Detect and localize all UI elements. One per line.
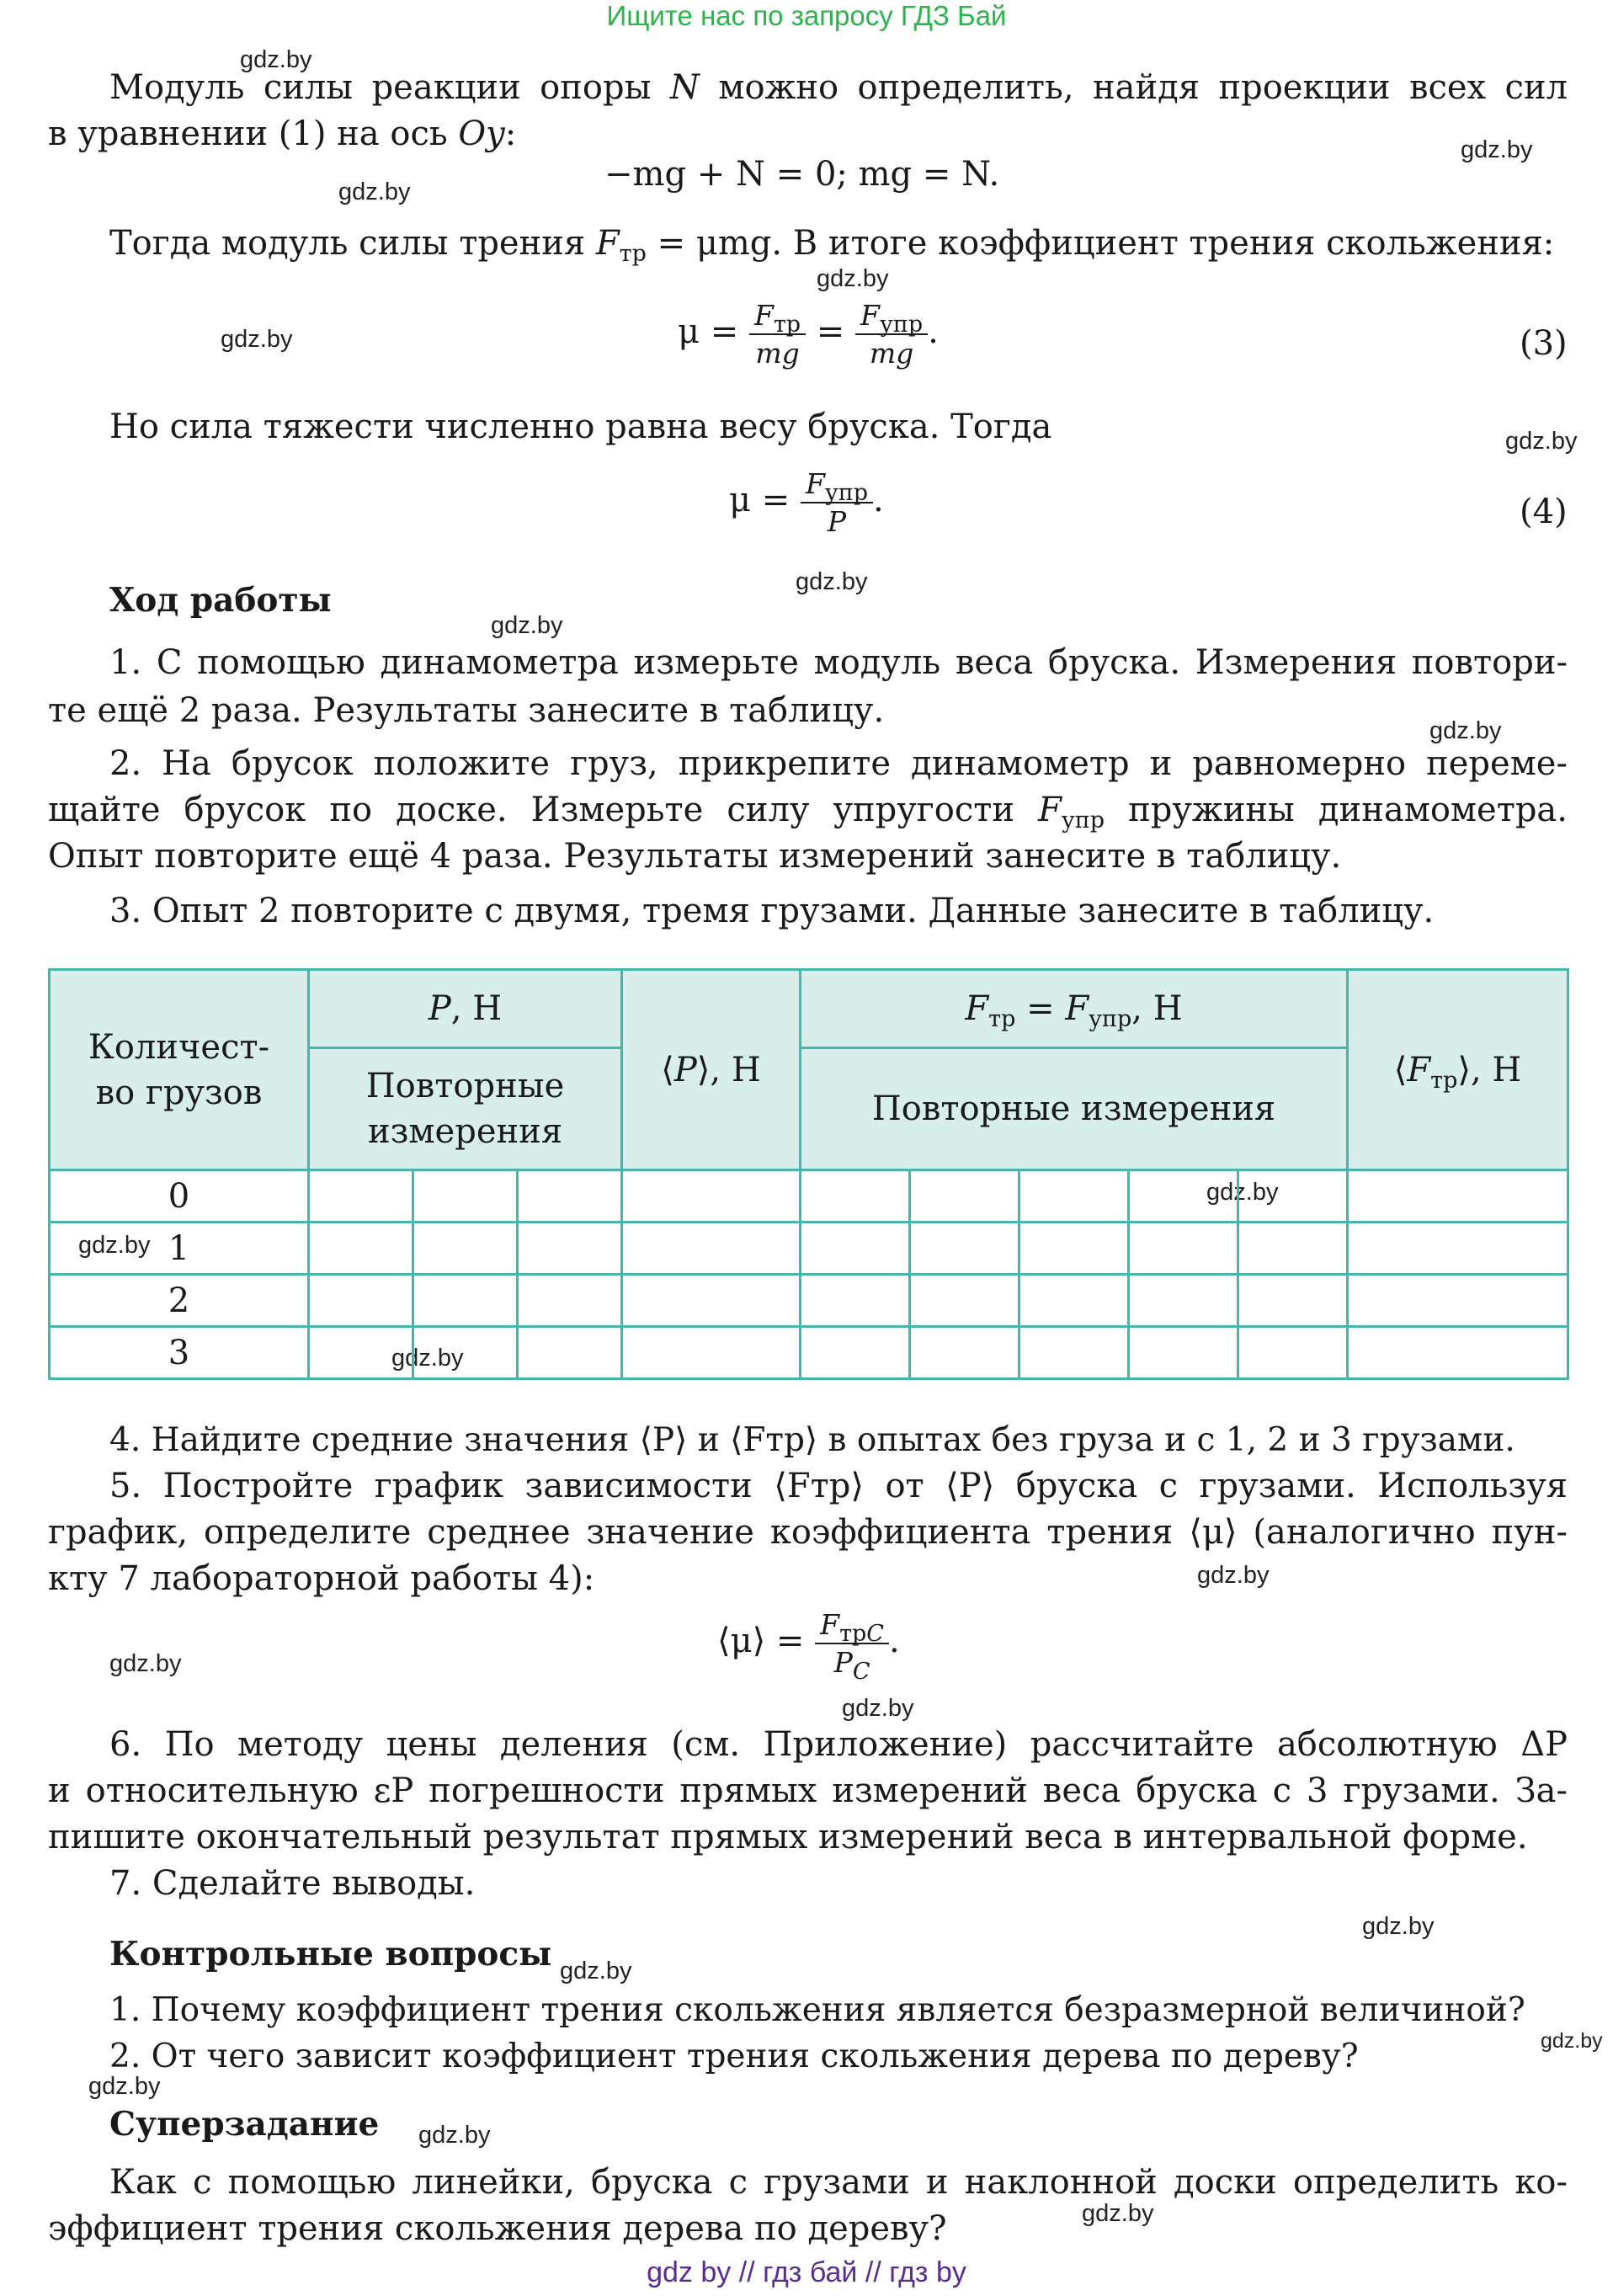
step-1-cont: те ещё 2 раза. Результаты занесите в таблицу. <box>48 691 885 730</box>
watermark: gdz.by <box>78 1232 151 1259</box>
row-label: 1 <box>50 1223 309 1275</box>
header-friction-average: $⟨F_{тр}⟩$, Н <box>1348 970 1568 1170</box>
step-6-cont: пишите окончательный результат прямых измерений веса в интервальной форме. <box>48 1818 1528 1857</box>
header-weight-repeated: Повторные измерения <box>309 1048 622 1170</box>
step-6: 6. По методу цены деления (см. Приложение) рассчитайте абсолютную ΔP <box>109 1725 1568 1764</box>
watermark: gdz.by <box>1461 136 1533 163</box>
section-heading: Ход работы <box>109 581 332 620</box>
empty-cell <box>1129 1327 1238 1379</box>
step-2-cont: щайте брусок по доске. Измерьте силу упругости $F_{упр}$ пружины динамометра. <box>48 791 1568 834</box>
empty-cell <box>1129 1170 1238 1223</box>
step-4: 4. Найдите средние значения ⟨P⟩ и ⟨Fтр⟩ в опытах без груза и с 1, 2 и 3 грузами. <box>109 1421 1515 1459</box>
watermark: gdz.by <box>1505 428 1578 455</box>
watermark: gdz.by <box>418 2122 491 2149</box>
empty-cell <box>910 1275 1019 1327</box>
watermark: gdz.by <box>796 568 868 595</box>
step-5-cont: кту 7 лабораторной работы 4): <box>48 1559 595 1598</box>
footer-text: gdz by // гдз бай // гдз by <box>647 2256 966 2288</box>
empty-cell <box>1238 1275 1348 1327</box>
header-count: Количест- во грузов <box>50 970 309 1170</box>
empty-cell <box>1348 1275 1568 1327</box>
empty-cell <box>1129 1275 1238 1327</box>
question-1: 1. Почему коэффициент трения скольжения является безразмерной величиной? <box>109 1991 1525 2029</box>
empty-cell <box>309 1223 413 1275</box>
watermark: gdz.by <box>240 46 312 73</box>
watermark: gdz.by <box>1206 1179 1279 1206</box>
empty-cell <box>622 1275 801 1327</box>
empty-cell <box>622 1170 801 1223</box>
equation-3: μ = $\frac{F_{тр}}{mg}$ = $\frac{F_{упр}}{mg}$ . <box>678 299 939 370</box>
empty-cell <box>622 1327 801 1379</box>
step-1: 1. С помощью динамометра измерьте модуль веса бруска. Измерения повтори- <box>109 643 1568 682</box>
step-2-cont: Опыт повторите ещё 4 раза. Результаты измерений занесите в таблицу. <box>48 837 1342 876</box>
empty-cell <box>1348 1223 1568 1275</box>
empty-cell <box>1129 1223 1238 1275</box>
watermark: gdz.by <box>88 2073 161 2100</box>
empty-cell <box>1019 1327 1129 1379</box>
header-friction: $F_{тр} = F_{упр}$, Н <box>801 970 1348 1048</box>
empty-cell <box>413 1327 518 1379</box>
equation-1: −mg + N = 0; mg = N. <box>604 155 1000 194</box>
watermark: gdz.by <box>221 326 293 353</box>
step-5-cont: график, определите среднее значение коэффициента трения ⟨μ⟩ (аналогично пун- <box>48 1513 1568 1552</box>
measurement-table <box>48 968 1569 1380</box>
row-label: 0 <box>50 1170 309 1223</box>
empty-cell <box>518 1223 622 1275</box>
watermark: gdz.by <box>338 178 411 205</box>
empty-cell <box>1348 1327 1568 1379</box>
search-banner: Ищите нас по запросу ГДЗ Бай <box>606 0 1007 31</box>
row-label: 2 <box>50 1275 309 1327</box>
empty-cell <box>1238 1223 1348 1275</box>
empty-cell <box>910 1327 1019 1379</box>
watermark: gdz.by <box>391 1345 464 1372</box>
question-2: 2. От чего зависит коэффициент трения скольжения дерева по дереву? <box>109 2038 1359 2075</box>
header-friction-repeated: Повторные измерения <box>801 1048 1348 1170</box>
empty-cell <box>1348 1170 1568 1223</box>
empty-cell <box>309 1327 413 1379</box>
step-6-cont: и относительную εP погрешности прямых измерений веса бруска с 3 грузами. За- <box>48 1771 1568 1810</box>
empty-cell <box>413 1223 518 1275</box>
equation-4: μ = $\frac{F_{упр}}{P}$ . <box>729 467 884 538</box>
empty-cell <box>801 1223 910 1275</box>
empty-cell <box>309 1275 413 1327</box>
empty-cell <box>1019 1275 1129 1327</box>
row-label: 3 <box>50 1327 309 1379</box>
empty-cell <box>413 1170 518 1223</box>
watermark: gdz.by <box>1429 717 1502 744</box>
watermark: gdz.by <box>560 1958 632 1984</box>
empty-cell <box>413 1275 518 1327</box>
empty-cell <box>518 1275 622 1327</box>
empty-cell <box>518 1327 622 1379</box>
empty-cell <box>910 1170 1019 1223</box>
empty-cell <box>1019 1223 1129 1275</box>
watermark: gdz.by <box>1082 2200 1154 2227</box>
header-weight: P, Н <box>309 970 622 1048</box>
watermark: gdz.by <box>109 1650 182 1677</box>
empty-cell <box>622 1223 801 1275</box>
step-3: 3. Опыт 2 повторите с двумя, тремя грузами. Данные занесите в таблицу. <box>109 892 1435 930</box>
empty-cell <box>1019 1170 1129 1223</box>
watermark: gdz.by <box>842 1695 914 1722</box>
empty-cell <box>309 1170 413 1223</box>
empty-cell <box>801 1170 910 1223</box>
empty-cell <box>518 1170 622 1223</box>
equation-number: (4) <box>1520 493 1568 531</box>
paragraph-line: в уравнении (1) на ось Oy: <box>48 115 517 153</box>
watermark: gdz.by <box>1197 1562 1270 1589</box>
paragraph-line: Тогда модуль силы трения $F_{тр} = \mu mg$. В итоге коэффициент трения скольжения: <box>109 224 1555 267</box>
watermark: gdz.by <box>1362 1913 1435 1940</box>
empty-cell <box>801 1275 910 1327</box>
equation-mu-average: ⟨μ⟩ = $\frac{F_{трC}}{P_C}$ . <box>717 1608 900 1685</box>
empty-cell <box>801 1327 910 1379</box>
equation-number: (3) <box>1520 324 1568 363</box>
empty-cell <box>1238 1327 1348 1379</box>
section-heading: Контрольные вопросы <box>109 1935 552 1974</box>
empty-cell <box>1238 1170 1348 1223</box>
paragraph-line: Но сила тяжести численно равна весу бруска. Тогда <box>109 408 1052 446</box>
paragraph-line: Модуль силы реакции опоры N можно определить, найдя проекции всех сил <box>109 68 1568 107</box>
empty-cell <box>910 1223 1019 1275</box>
step-2: 2. На брусок положите груз, прикрепите динамометр и равномерно переме- <box>109 744 1568 783</box>
step-7: 7. Сделайте выводы. <box>109 1864 476 1903</box>
watermark: gdz.by <box>491 612 563 639</box>
watermark: gdz.by <box>1541 2029 1603 2053</box>
super-task-cont: эффициент трения скольжения дерева по дереву? <box>48 2209 947 2248</box>
header-weight-average: ⟨P⟩, Н <box>622 970 801 1170</box>
super-task: Как с помощью линейки, бруска с грузами и наклонной доски определить ко- <box>109 2163 1568 2202</box>
section-heading: Суперзадание <box>109 2105 380 2144</box>
step-5: 5. Постройте график зависимости ⟨Fтр⟩ от ⟨P⟩ бруска с грузами. Используя <box>109 1467 1568 1505</box>
watermark: gdz.by <box>817 265 889 292</box>
